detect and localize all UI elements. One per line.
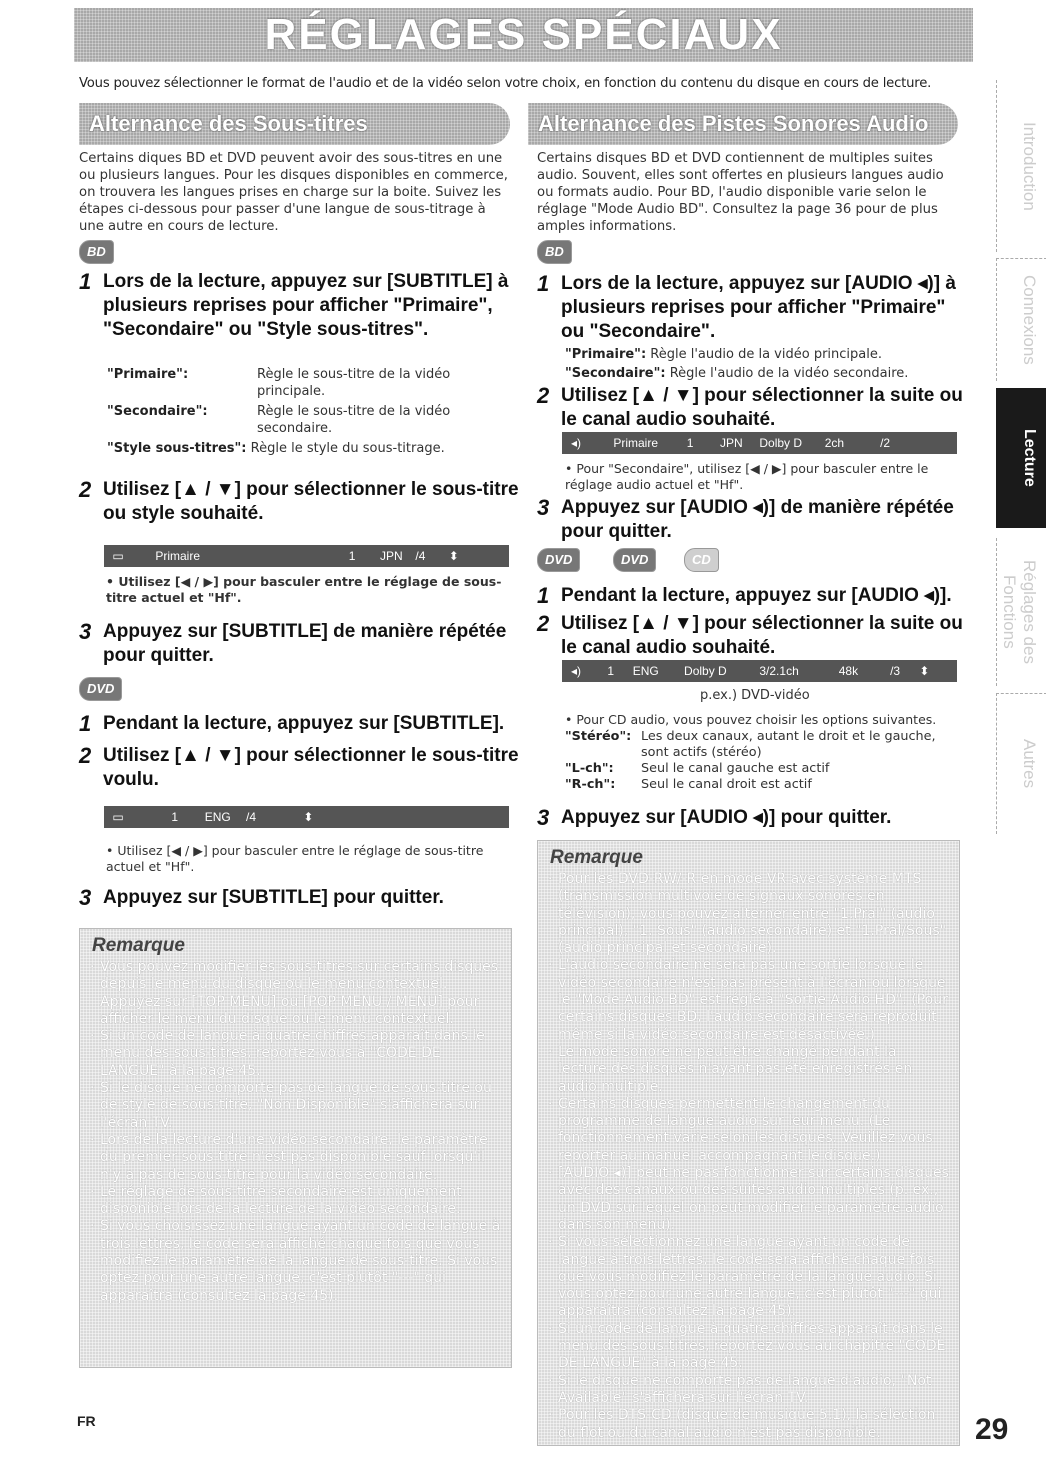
osd-example-caption: p.ex.) DVD-vidéo [700,688,810,703]
audio-icon: ◂) [570,436,582,450]
audio-description: Certains disques BD et DVD contiennent de multiples suites audio. Souvent, elles sont offertes en plusieurs langues audio ou formats audio. Pour BD, l'audio disponible varie selon le réglage "Mode Audio BD". Consultez la page 36 pour de plus amples informations. [537,151,944,234]
subtitle-description: Certains diques BD et DVD peuvent avoir des sous-titres en une ou plusieurs langues. Pour les disques disponibles en commerce, on trouvera les langues prises en charge sur la boite. Suivez les étapes ci-dessous pour passer d'une langue de sous-titrage à une autre en cours de lecture. [79,151,508,234]
dvd-subtitle-step-1: 1 Pendant la lecture, appuyez sur [SUBTITLE]. [79,711,505,736]
list-item: · Si un code de langue à quatre chiffres apparaît dans le menu des sous-titres, reportez-vous au chapitre "CODE DE LANGUE" à la page 45. [558,1321,949,1373]
dvd-subtitle-step-2: 2 Utilisez [▲ / ▼] pour sélectionner le sous-titre voulu. [79,743,519,790]
list-item: · Pour les DVD-RW/-R en mode VR avec système MTS (transmission multivoie de signaux sonores en télévision), vous pouvez alterner entre "1.Pral" (audio principal), "1. Sous" (audio secondaire) et "1.Pral/Sous" (audio principal et secondaire). [558,871,949,957]
intro-text: Vous pouvez sélectionner le format de l'audio et de la vidéo selon votre choix, en fonction du contenu du disque en cours de lecture. [79,76,932,91]
dvd-vr-badge: DVD [613,548,656,572]
list-item: · Lors de la lecture d'une vidéo secondaire, le paramètre du premier sous-titre n'est pas disponible sauf lorsqu'il n'y a pas de sous-titre pour la vidéo secondaire. [100,1132,501,1184]
list-item: · Si vous sélectionnez une langue ayant un code de langue à trois lettres, le code sera affiché chaque fois que vous modifiez le paramètre de la langue audio. Si vous optez pour une autre langue, c'est plutôt "---" qui apparaîtra (consultez la page 45). [558,1234,949,1320]
bd-subtitle-osd: ▭ Primaire 1 JPN /4 ⬍ [104,545,509,567]
dvd-audio-step-1: 1 Pendant la lecture, appuyez sur [AUDIO ◂)]. [537,583,952,608]
audio-remarque-box: Remarque · Pour les DVD-RW/-R en mode VR avec système MTS (transmission multivoie de signaux sonores en télévision), vous pouvez alterner entre "1.Pral" (audio principal), "1. Sous" (audio secondaire) et "1.Pral/Sous" (audio principal et secondaire). · L'audio secondaire ne sera pas une sortie lorsque le vidéo secondaire n'est pas présent à l'écran ou lorsque le "Mode Audio BD" est réglé à "Sortie Audio HD". (Pour certains disques BD, l'audio secondaire sera reproduit même si la vidéo secondaire est désactivée.) · Le mode sonore ne peut être changé pendant la lecture des disques n'ayant pas été enregistrés en audio multiple. · Certains disques permettent le changement du programme de langue audio sur leur menu. (Le fonctionnement varie selon les disques. Veuillez vous reporter au manuel accompagnant le disque.) · [AUDIO ◂)] peut ne pas fonctionner sur certains disques avec des canaux ou des suites audio multiples (p. ex., un DVD sur lequel on peut modifier le paramètre audio dans son menu). · Si vous sélectionnez une langue ayant un code de langue à trois lettres, le code sera affiché chaque fois que vous modifiez le paramètre de la langue audio. Si vous optez pour une autre langue, c'est plutôt "---" qui apparaîtra (consultez la page 45). · Si un code de langue à quatre chiffres apparaît dans le menu des sous-titres, reportez-vous au chapitre "CODE DE LANGUE" à la page 45. · Si le disque ne comporte pas de langue d'audio, "Not Available" s'affichera sur l'écran TV. · Pour les DTS-CD (disque de musique 5.1), la sélection du flot ou du canal audio n'est pas disponible. [537,840,960,1446]
bd-video-badge: BD [79,240,114,264]
dvd-audio-osd: ◂) 1 ENG Dolby D 3/2.1ch 48k /3 ⬍ [562,660,957,682]
list-item: · Le mode sonore ne peut être changé pendant la lecture des disques n'ayant pas été enregistrés en audio multiple. [558,1044,949,1096]
page-number: 29 [975,1413,1009,1446]
bd-audio-step-3: 3 Appuyez sur [AUDIO ◂)] de manière répétée pour quitter. [537,495,954,542]
bd-audio-definitions: "Primaire": Règle l'audio de la vidéo principale. "Secondaire": Règle l'audio de la vidéo secondaire. [565,347,909,381]
bd-audio-step-1: 1 Lors de la lecture, appuyez sur [AUDIO ◂)] à plusieurs reprises pour afficher "Primaire" ou "Secondaire". [537,271,956,342]
dvd-video-badge: DVD [537,548,580,572]
list-item: · [AUDIO ◂)] peut ne pas fonctionner sur certains disques avec des canaux ou des suites audio multiples (p. ex., un DVD sur lequel on peut modifier le paramètre audio dans son menu). [558,1165,949,1234]
cd-badge: CD [684,548,719,572]
list-item: · Certains disques permettent le changement du programme de langue audio sur leur menu. (Le fonctionnement varie selon les disques. Veuillez vous reporter au manuel accompagnant le disque.) [558,1096,949,1165]
bd-subtitle-note: • Utilisez [◀ / ▶] pour basculer entre le réglage de sous-titre actuel et "Hf". [106,574,502,605]
list-item: · L'audio secondaire ne sera pas une sortie lorsque le vidéo secondaire n'est pas présent à l'écran ou lorsque le "Mode Audio BD" est réglé à "Sortie Audio HD". (Pour certains disques BD, l'audio secondaire sera reproduit même si la vidéo secondaire est désactivée.) [558,957,949,1043]
subtitle-remarque-list [80,959,511,1305]
dvd-subtitle-note: • Utilisez [◀ / ▶] pour basculer entre le réglage de sous-titre actuel et "Hf". [106,843,484,874]
dvd-audio-step-2: 2 Utilisez [▲ / ▼] pour sélectionner la suite ou le canal audio souhaité. [537,611,963,658]
subtitle-icon: ▭ [112,549,124,563]
bd-subtitle-step-2: 2 Utilisez [▲ / ▼] pour sélectionner le sous-titre ou style souhaité. [79,477,519,524]
bd-audio-note: • Pour "Secondaire", utilisez [◀ / ▶] pour basculer entre le réglage audio actuel et "Hf". [565,461,929,492]
list-item: · Si un code de langue à quatre chiffres apparaît dans le menu des sous-titres, reportez-vous à "CODE DE LANGUE" à la page 45. [100,1028,501,1080]
bd-subtitle-step-1: 1 Lors de la lecture, appuyez sur [SUBTITLE] à plusieurs reprises pour afficher "Primaire", "Secondaire" ou "Style sous-titres". [79,269,509,340]
audio-section-header: Alternance des Pistes Sonores Audio [528,103,958,145]
list-item: · Le réglage de sous-titre secondaire est uniquement disponible lors de la lecture de la vidéo secondaire. [100,1184,501,1219]
audio-icon: ◂) [570,664,582,678]
page-title-bar [74,8,973,62]
subtitle-icon: ▭ [112,810,124,824]
cd-audio-definitions: "Stéréo": Les deux canaux, autant le droit et le gauche, sont actifs (stéréo) "L-ch": Seul le canal gauche est actif "R-ch": Seul le canal droit est actif [565,729,936,792]
bd-subtitle-definitions: "Primaire": Règle le sous-titre de la vidéo principale. "Secondaire": Règle le sous-titre de la vidéo secondaire. "Style sous-titres": Règle le style du sous-titrage. [107,367,451,456]
tab-lecture[interactable]: Lecture [996,388,1046,528]
tab-connexions[interactable]: Connexions [996,258,1046,381]
tab-autres[interactable]: Autres [996,693,1046,834]
bd-audio-step-2: 2 Utilisez [▲ / ▼] pour sélectionner la suite ou le canal audio souhaité. [537,383,963,430]
list-item: · Pour les DTS-CD (disque de musique 5.1), la sélection du flot ou du canal audio n'est pas disponible. [558,1407,949,1442]
list-item: · Vous pouvez modifier les sous-titres sur certains disques depuis le menu du disque ou le menu contextuel. Appuyez sur [TOP MENU] ou [POP MENU / MENU] pour afficher le menu du disque ou le menu contextuel. [100,959,501,1028]
dvd-subtitle-step-3: 3 Appuyez sur [SUBTITLE] pour quitter. [79,885,444,910]
subtitle-section-header: Alternance des Sous-titres [79,103,510,145]
bd-subtitle-step-3: 3 Appuyez sur [SUBTITLE] de manière répétée pour quitter. [79,619,507,666]
dvd-subtitle-osd: ▭ 1 ENG /4 ⬍ [104,806,509,828]
bd-audio-osd: ◂) Primaire 1 JPN Dolby D 2ch /2 [562,432,957,454]
cd-audio-note: • Pour CD audio, vous pouvez choisir les options suivantes. [565,712,937,727]
list-item: · Si le disque ne comporte pas de langue d'audio, "Not Available" s'affichera sur l'écran TV. [558,1373,949,1408]
subtitle-remarque-box: Remarque · Vous pouvez modifier les sous-titres sur certains disques depuis le menu du disque ou le menu contextuel. Appuyez sur [TOP MENU] ou [POP MENU / MENU] pour afficher le menu du disque ou le menu contextuel. · Si un code de langue à quatre chiffres apparaît dans le menu des sous-titres, reportez-vous à "CODE DE LANGUE" à la page 45. · Si le disque ne comporte pas de langue de sous-titre ou de style de sous-titre, "Non Disponible" s'affichera sur l'écran TV. · Lors de la lecture d'une vidéo secondaire, le paramètre du premier sous-titre n'est pas disponible sauf lorsqu'il n'y a pas de sous-titre pour la vidéo secondaire. · Le réglage de sous-titre secondaire est uniquement disponible lors de la lecture de la vidéo secondaire. · Si vous choisissez une langue ayant un code de langue à trois lettres, le code sera affiché chaque fois que vous modifiez le paramètre de la langue de sous-titre. Si vous optez pour une autre langue, c'est plutôt "---" qui apparaîtra (consultez la page 45). [79,928,512,1368]
list-item: · Si vous choisissez une langue ayant un code de langue à trois lettres, le code sera affiché chaque fois que vous modifiez le paramètre de la langue de sous-titre. Si vous optez pour une autre langue, c'est plutôt "---" qui apparaîtra (consultez la page 45). [100,1218,501,1304]
list-item: · Si le disque ne comporte pas de langue de sous-titre ou de style de sous-titre, "Non Disponible" s'affichera sur l'écran TV. [100,1080,501,1132]
language-code: FR [77,1413,96,1429]
dvd-video-badge: DVD [79,677,122,701]
tab-introduction[interactable]: Introduction [996,80,1046,252]
page-title: RÉGLAGES SPÉCIAUX [264,10,783,59]
dvd-audio-step-3: 3 Appuyez sur [AUDIO ◂)] pour quitter. [537,805,892,830]
tab-reglages-des-fonctions[interactable]: Réglages des Fonctions [996,538,1046,686]
audio-remarque-list [538,871,959,1442]
bd-video-badge: BD [537,240,572,264]
